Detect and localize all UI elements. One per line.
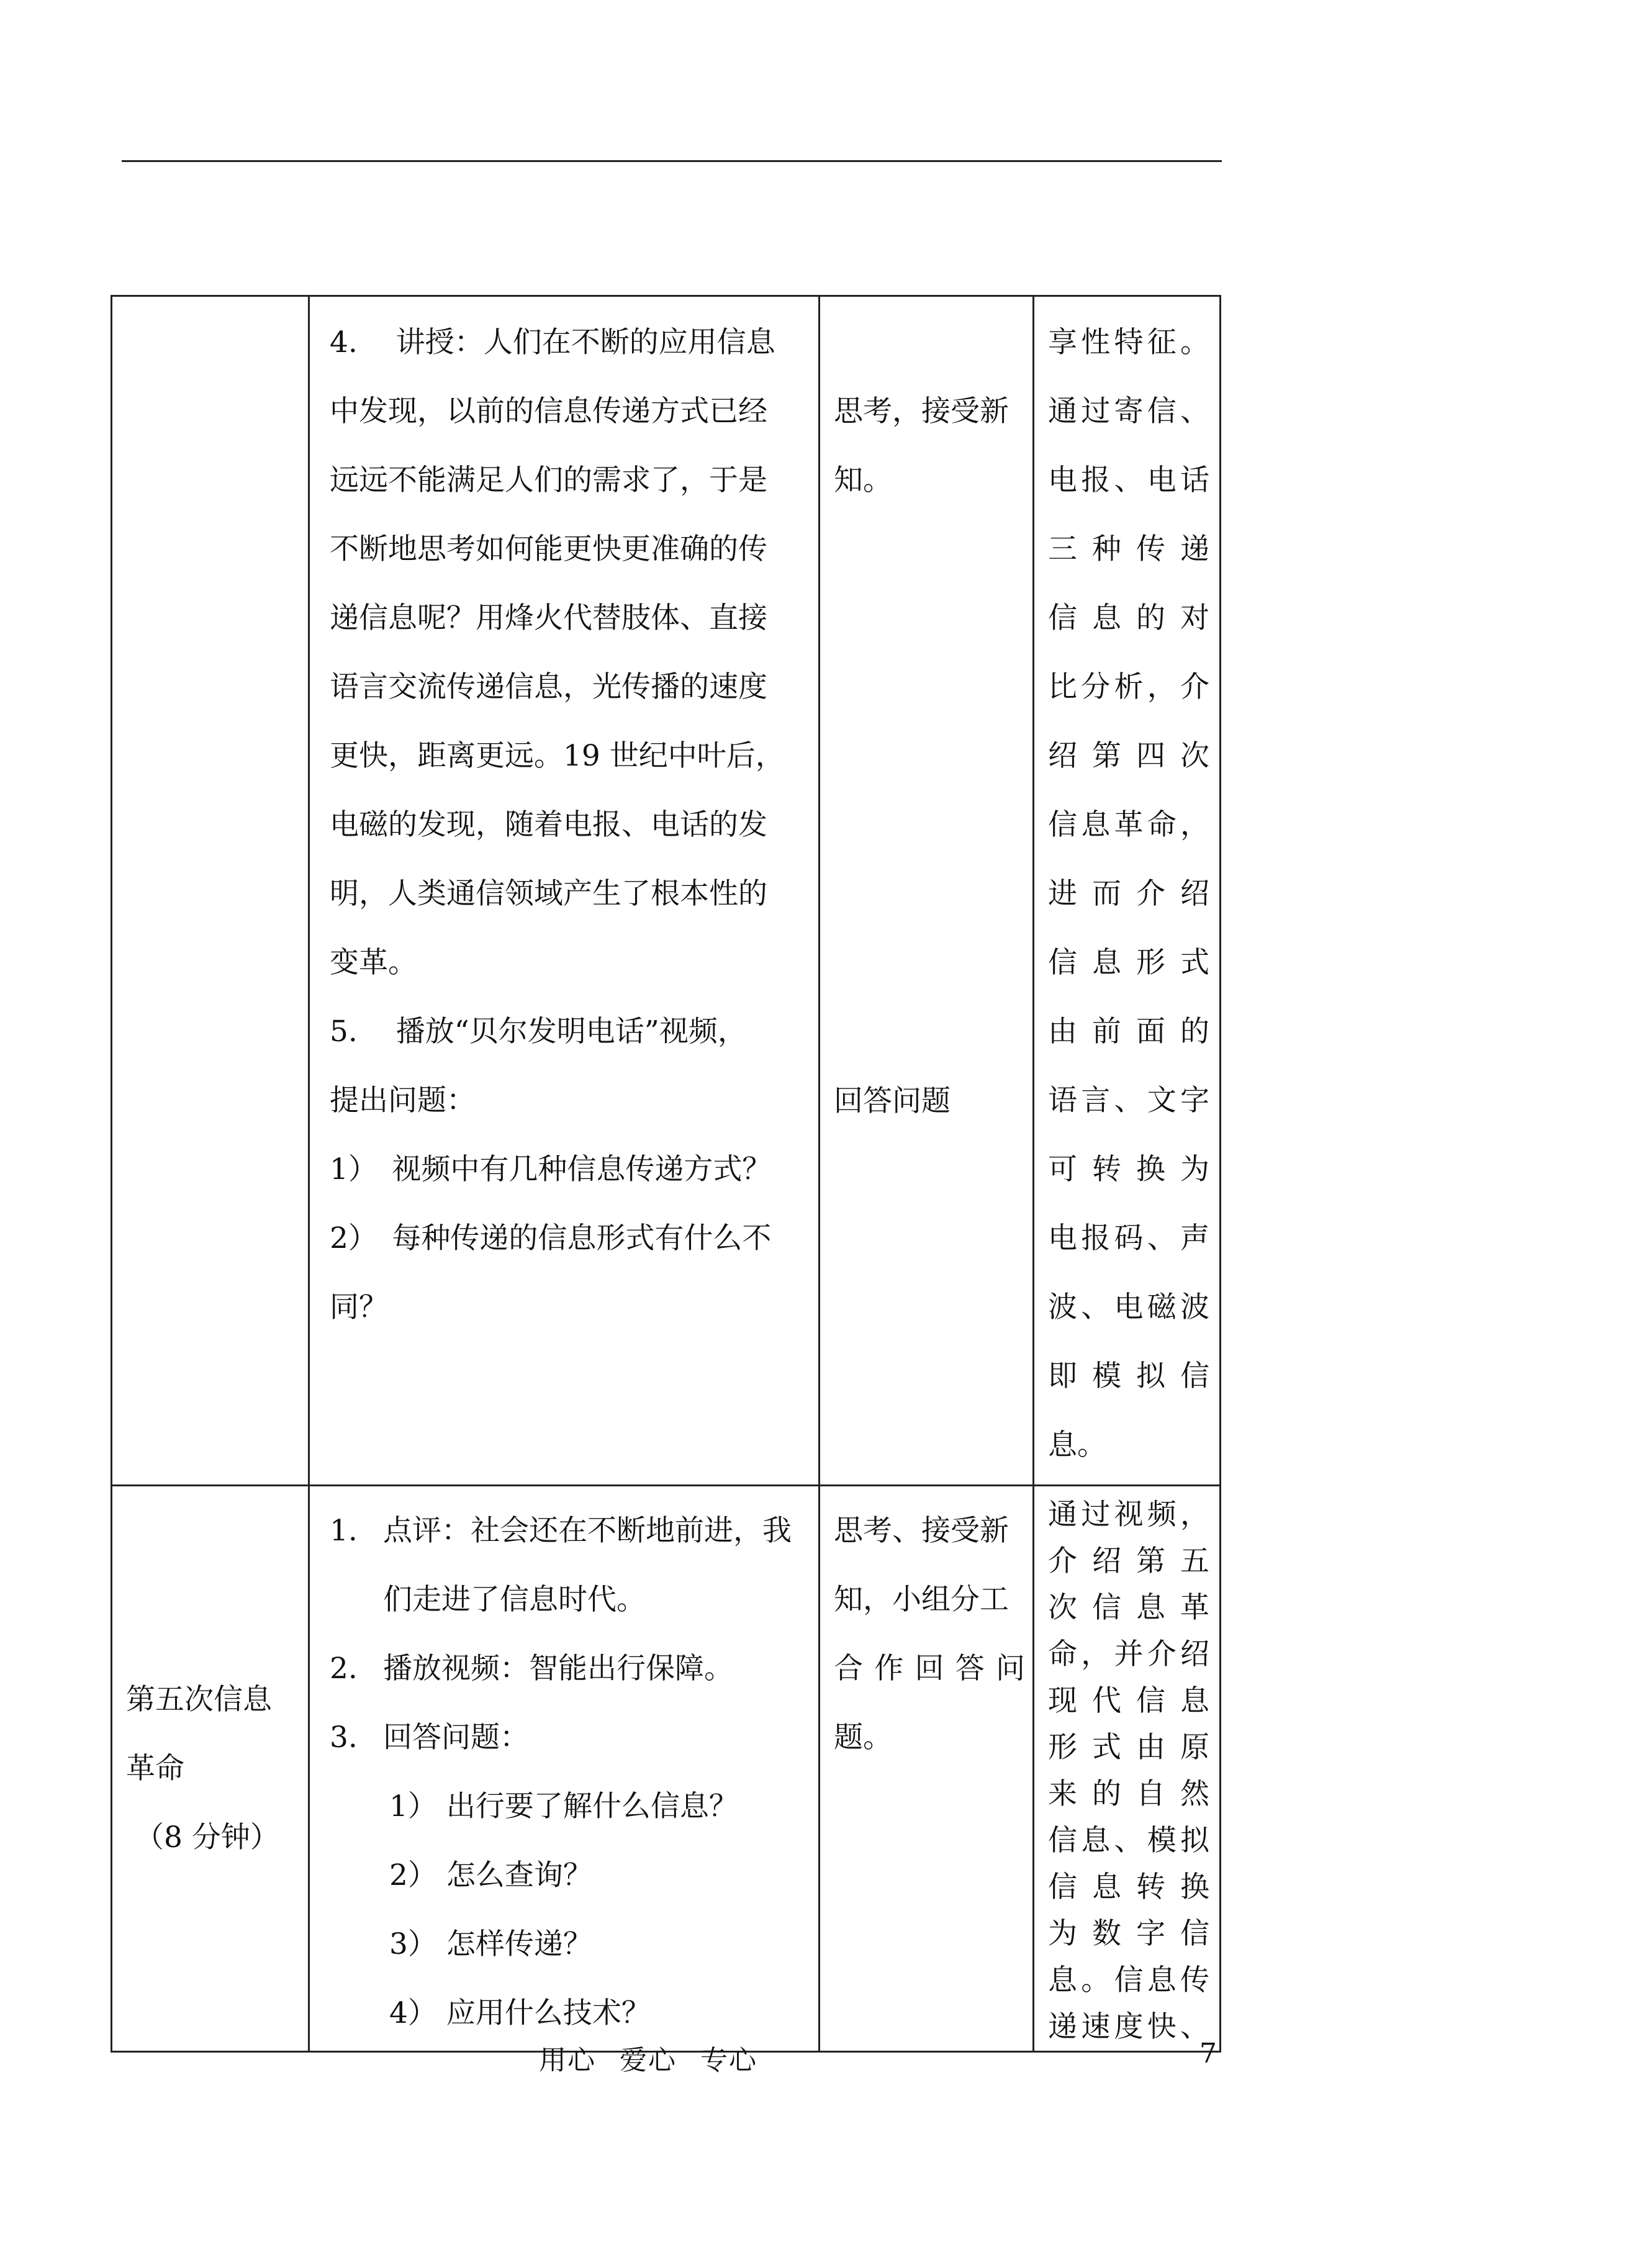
text-line: 提出问题： [330, 1083, 476, 1118]
lesson-plan-table [111, 295, 1221, 2053]
text-line: 1） 视频中有几种信息传递方式？ [330, 1152, 772, 1186]
text-line: 语言、文字 [1048, 1083, 1209, 1118]
list-number: 3. [330, 1720, 358, 1755]
text-line: 通过寄信、 [1048, 394, 1209, 428]
text-line: 信息的对 [1048, 601, 1209, 635]
text-line: 次信息革 [1048, 1591, 1209, 1625]
text-line: 5. 播放“贝尔发明电话”视频， [330, 1014, 747, 1049]
text-line: 电磁的发现，随着电报、电话的发 [330, 808, 767, 842]
text-line: 绍第四次 [1048, 739, 1209, 773]
student-activity-cell [820, 296, 1034, 1486]
motto-word: 用心 [539, 2044, 596, 2076]
text-line: 题。 [834, 1720, 892, 1755]
text-line: 息。信息传 [1048, 1963, 1209, 1997]
text-line: 更快，距离更远。19 世纪中叶后， [330, 739, 785, 773]
stage-title: 第五次信息 [126, 1683, 272, 1717]
text-line: 信息、模拟 [1048, 1823, 1209, 1858]
text-line: 合作回答问 [834, 1651, 1025, 1686]
list-text: 回答问题： [383, 1720, 529, 1755]
text-line: 知，小组分工 [834, 1583, 1009, 1617]
text-line: 命，并介绍 [1048, 1637, 1209, 1671]
list-item [330, 1496, 807, 1565]
text-line: 思考，接受新 [834, 394, 1009, 428]
text-line: 递速度快、 [1048, 2010, 1209, 2044]
motto-word: 爱心 [620, 2044, 677, 2076]
text-line: 息。 [1048, 1428, 1106, 1462]
text-line: 变革。 [330, 946, 417, 980]
text-line: 同？ [330, 1290, 388, 1324]
text-line: 为数字信 [1048, 1917, 1209, 1951]
text-line: 明，人类通信领域产生了根本性的 [330, 877, 767, 911]
text-line: 语言交流传递信息，光传播的速度 [330, 670, 767, 704]
text-line: 思考、接受新 [834, 1514, 1009, 1548]
list-text: 点评：社会还在不断地前进，我 [383, 1514, 792, 1548]
text-line: 由前面的 [1048, 1014, 1209, 1049]
stage-cell [112, 296, 309, 1486]
text-line: 2） 每种传递的信息形式有什么不 [330, 1221, 772, 1255]
text-line: 介绍第五 [1048, 1544, 1209, 1578]
text-line: 可转换为 [1048, 1152, 1209, 1186]
text-line: 信息形式 [1048, 946, 1209, 980]
list-number: 1. [330, 1514, 358, 1548]
text-line: 即模拟信 [1048, 1359, 1209, 1393]
text-line: 进而介绍 [1048, 877, 1209, 911]
list-text: 们走进了信息时代。 [383, 1583, 646, 1617]
design-intent-cell [1034, 296, 1221, 1486]
spacer [834, 515, 1025, 1067]
student-activity-cell [820, 1486, 1034, 2052]
list-item [330, 1634, 807, 1703]
text-line: 享性特征。 [1048, 325, 1209, 359]
text-line: 不断地思考如何能更快更准确的传 [330, 532, 767, 566]
text-line: 电报、电话 [1048, 463, 1209, 497]
header-rule [122, 160, 1222, 162]
page-number: 7 [1199, 2038, 1217, 2069]
stage-title: 革命 [126, 1751, 184, 1786]
text-line: 递信息呢？用烽火代替肢体、直接 [330, 601, 767, 635]
sub-question: 3） 怎样传递？ [389, 1927, 592, 1961]
teacher-activity-cell [309, 296, 820, 1486]
teacher-activity-cell [309, 1486, 820, 2052]
text-line: 回答问题 [834, 1084, 951, 1118]
text-line: 现代信息 [1048, 1684, 1209, 1718]
text-line: 远远不能满足人们的需求了，于是 [330, 463, 767, 497]
list-item [330, 1565, 807, 1634]
text-line: 比分析，介 [1048, 670, 1209, 704]
list-text: 播放视频：智能出行保障。 [383, 1651, 733, 1686]
stage-cell [112, 1486, 309, 2052]
text-line: 三种传递 [1048, 532, 1209, 566]
text-line: 信息革命， [1048, 808, 1209, 842]
sub-question: 4） 应用什么技术？ [389, 1996, 651, 2030]
design-intent-cell [1034, 1486, 1221, 2052]
list-number: 2. [330, 1651, 358, 1686]
table-row [112, 296, 1221, 1486]
stage-duration: （8 分钟） [135, 1820, 279, 1855]
text-line: 知。 [834, 463, 892, 497]
sub-question: 1） 出行要了解什么信息？ [389, 1789, 738, 1823]
list-item [330, 1703, 807, 1772]
footer-motto [539, 2038, 781, 2077]
text-line: 形式由原 [1048, 1730, 1209, 1764]
text-line: 信息转换 [1048, 1870, 1209, 1904]
sub-question: 2） 怎么查询？ [389, 1858, 592, 1892]
table-row [112, 1486, 1221, 2052]
text-line: 波、电磁波 [1048, 1290, 1209, 1324]
text-line: 中发现，以前的信息传递方式已经 [330, 394, 767, 428]
text-line: 来的自然 [1048, 1777, 1209, 1811]
text-line: 4. 讲授：人们在不断的应用信息 [330, 325, 775, 359]
text-line: 通过视频， [1048, 1498, 1209, 1532]
motto-word: 专心 [700, 2044, 757, 2076]
text-line: 电报码、声 [1048, 1221, 1209, 1255]
